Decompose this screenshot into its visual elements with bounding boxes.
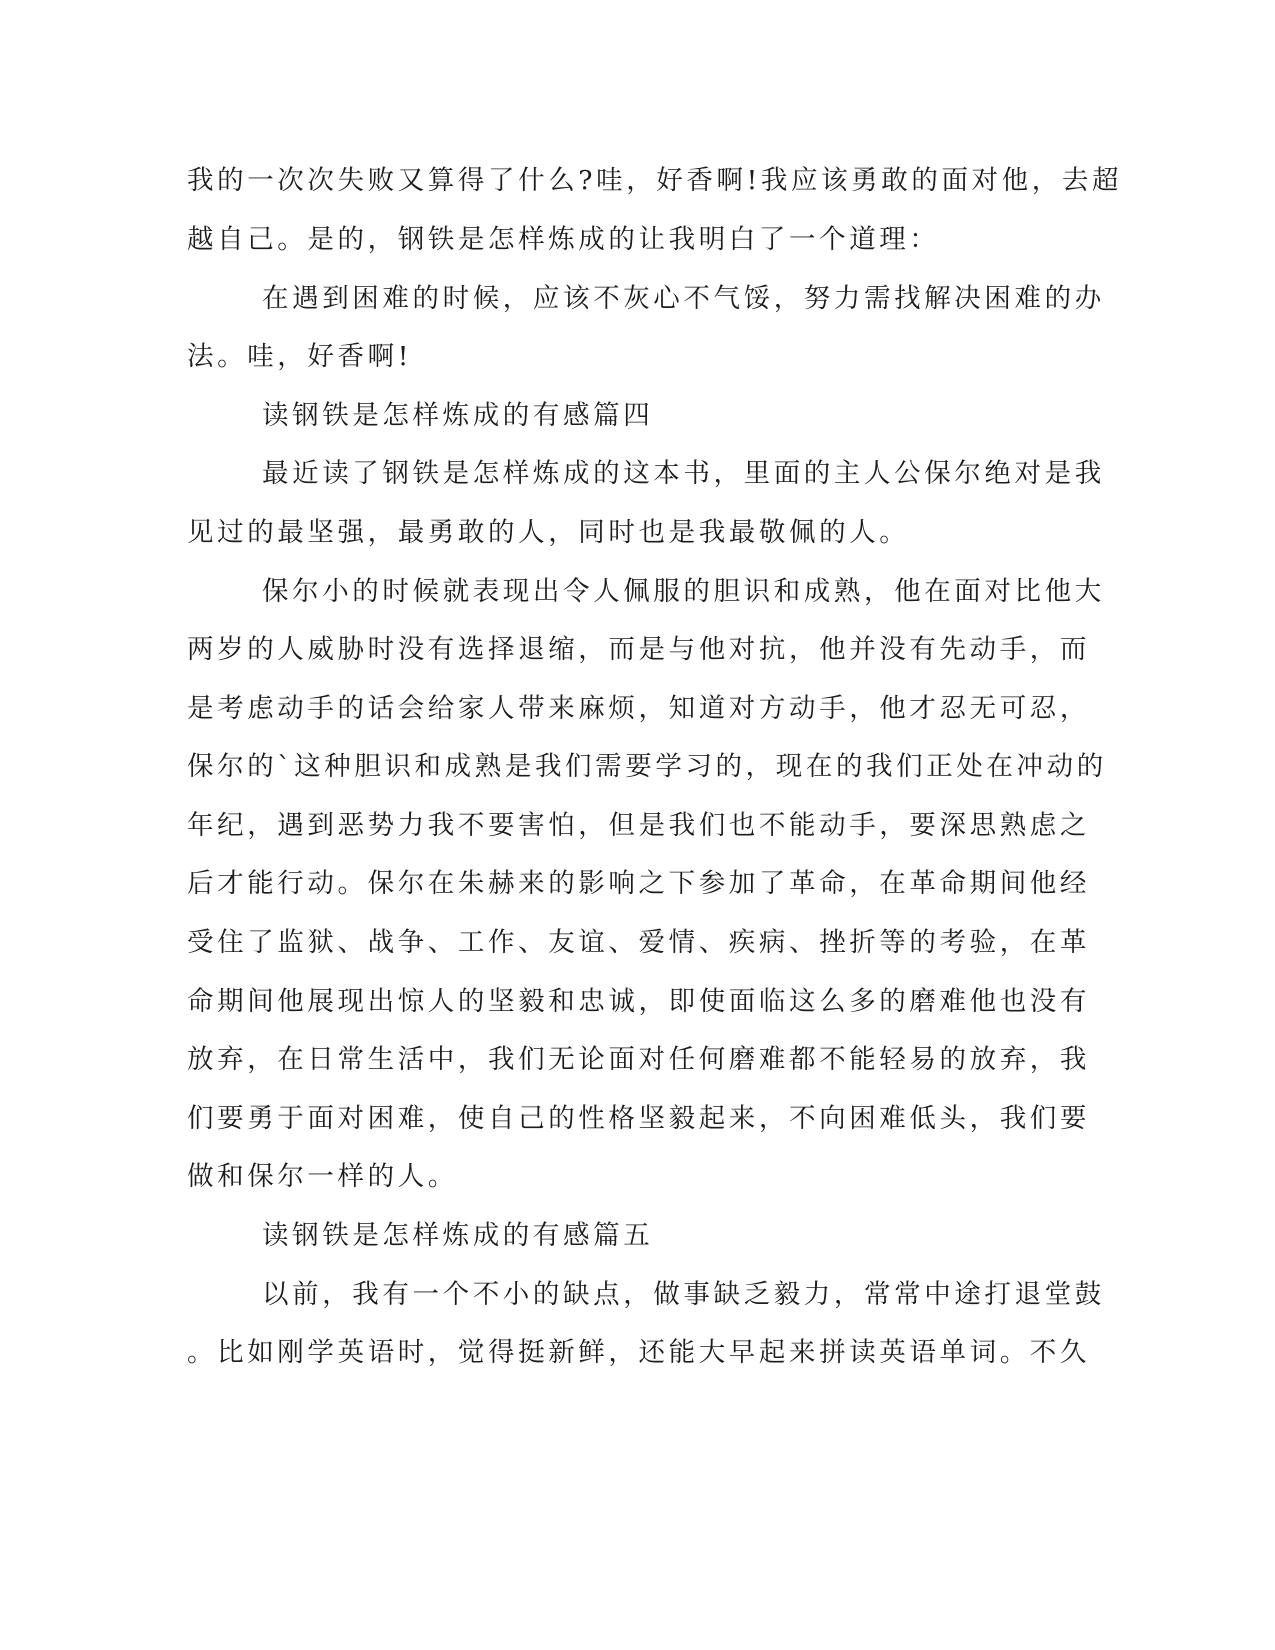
text-line: 法。哇，好香啊! xyxy=(187,341,412,372)
text-line: 们要勇于面对困难，使自己的性格坚毅起来，不向困难低头，我们要 xyxy=(187,1103,1090,1134)
text-line: 最近读了钢铁是怎样炼成的这本书，里面的主人公保尔绝对是我 xyxy=(262,458,1105,489)
text-line: 是考虑动手的话会给家人带来麻烦，知道对方动手，他才忍无可忍， xyxy=(187,693,1090,724)
text-line: 我的一次次失败又算得了什么?哇，好香啊!我应该勇敢的面对他，去超 xyxy=(187,165,1123,196)
text-line: 命期间他展现出惊人的坚毅和忠诚，即使面临这么多的磨难他也没有 xyxy=(187,986,1090,1017)
text-line: 保尔的`这种胆识和成熟是我们需要学习的，现在的我们正处在冲动的 xyxy=(187,751,1107,782)
text-line: 在遇到困难的时候，应该不灰心不气馁，努力需找解决困难的办 xyxy=(262,283,1105,314)
text-line: 做和保尔一样的人。 xyxy=(187,1161,458,1192)
text-line: 年纪，遇到恶势力我不要害怕，但是我们也不能动手，要深思熟虑之 xyxy=(187,810,1090,841)
text-line: 放弃，在日常生活中，我们无论面对任何磨难都不能轻易的放弃，我 xyxy=(187,1044,1090,1075)
section-heading: 读钢铁是怎样炼成的有感篇四 xyxy=(262,400,654,431)
section-heading: 读钢铁是怎样炼成的有感篇五 xyxy=(262,1220,654,1251)
text-line: 保尔小的时候就表现出令人佩服的胆识和成熟，他在面对比他大 xyxy=(262,576,1105,607)
text-line: 两岁的人威胁时没有选择退缩，而是与他对抗，他并没有先动手，而 xyxy=(187,634,1090,665)
text-line: 越自己。是的，钢铁是怎样炼成的让我明白了一个道理： xyxy=(187,224,940,255)
text-line: 后才能行动。保尔在朱赫来的影响之下参加了革命，在革命期间他经 xyxy=(187,868,1090,899)
text-line: 见过的最坚强，最勇敢的人，同时也是我最敬佩的人。 xyxy=(187,517,910,548)
text-line: 。比如刚学英语时，觉得挺新鲜，还能大早起来拼读英语单词。不久 xyxy=(187,1337,1090,1368)
text-line: 受住了监狱、战争、工作、友谊、爱情、疾病、挫折等的考验，在革 xyxy=(187,927,1090,958)
text-line: 以前，我有一个不小的缺点，做事缺乏毅力，常常中途打退堂鼓 xyxy=(262,1279,1105,1310)
